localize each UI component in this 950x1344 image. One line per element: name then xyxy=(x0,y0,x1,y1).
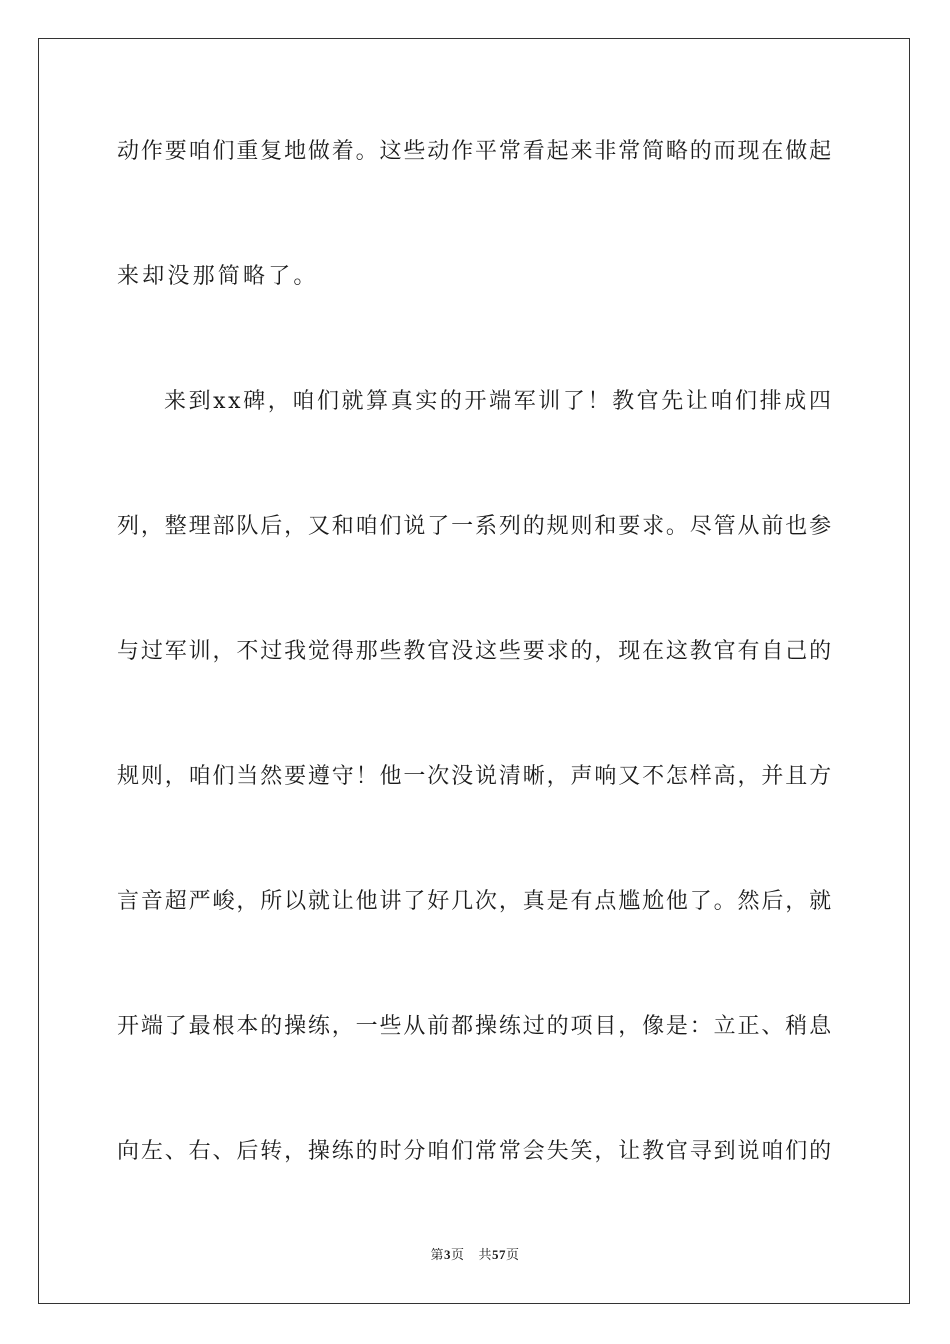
total-pages: 57 xyxy=(491,1247,506,1262)
paragraph-line: 向左、右、后转，操练的时分咱们常常会失笑，让教官寻到说咱们的 xyxy=(117,1139,834,1164)
total-prefix: 共 xyxy=(478,1248,492,1263)
paragraph-line: 规则，咱们当然要遵守！他一次没说清晰，声响又不怎样高，并且方 xyxy=(117,764,834,789)
paragraph-line: 与过军训，不过我觉得那些教官没这些要求的，现在这教官有自己的 xyxy=(117,639,834,664)
page-border xyxy=(38,38,910,1304)
paragraph-line: 动作要咱们重复地做着。这些动作平常看起来非常简略的而现在做起 xyxy=(117,139,834,164)
page-number: 3 xyxy=(444,1247,452,1262)
paragraph-line: 来却没那简略了。 xyxy=(117,264,319,289)
page-suffix: 页 xyxy=(451,1248,465,1263)
paragraph-line: 开端了最根本的操练，一些从前都操练过的项目，像是：立正、稍息 xyxy=(117,1014,834,1039)
page-footer xyxy=(0,1246,950,1265)
paragraph-first-line: 来到xx碑，咱们就算真实的开端军训了！教官先让咱们排成四 xyxy=(164,389,834,414)
page-prefix: 第 xyxy=(430,1248,445,1263)
total-suffix: 页 xyxy=(505,1248,520,1263)
paragraph-line: 言音超严峻，所以就让他讲了好几次，真是有点尴尬他了。然后，就 xyxy=(117,889,834,914)
paragraph-line: 列，整理部队后，又和咱们说了一系列的规则和要求。尽管从前也参 xyxy=(117,514,834,539)
